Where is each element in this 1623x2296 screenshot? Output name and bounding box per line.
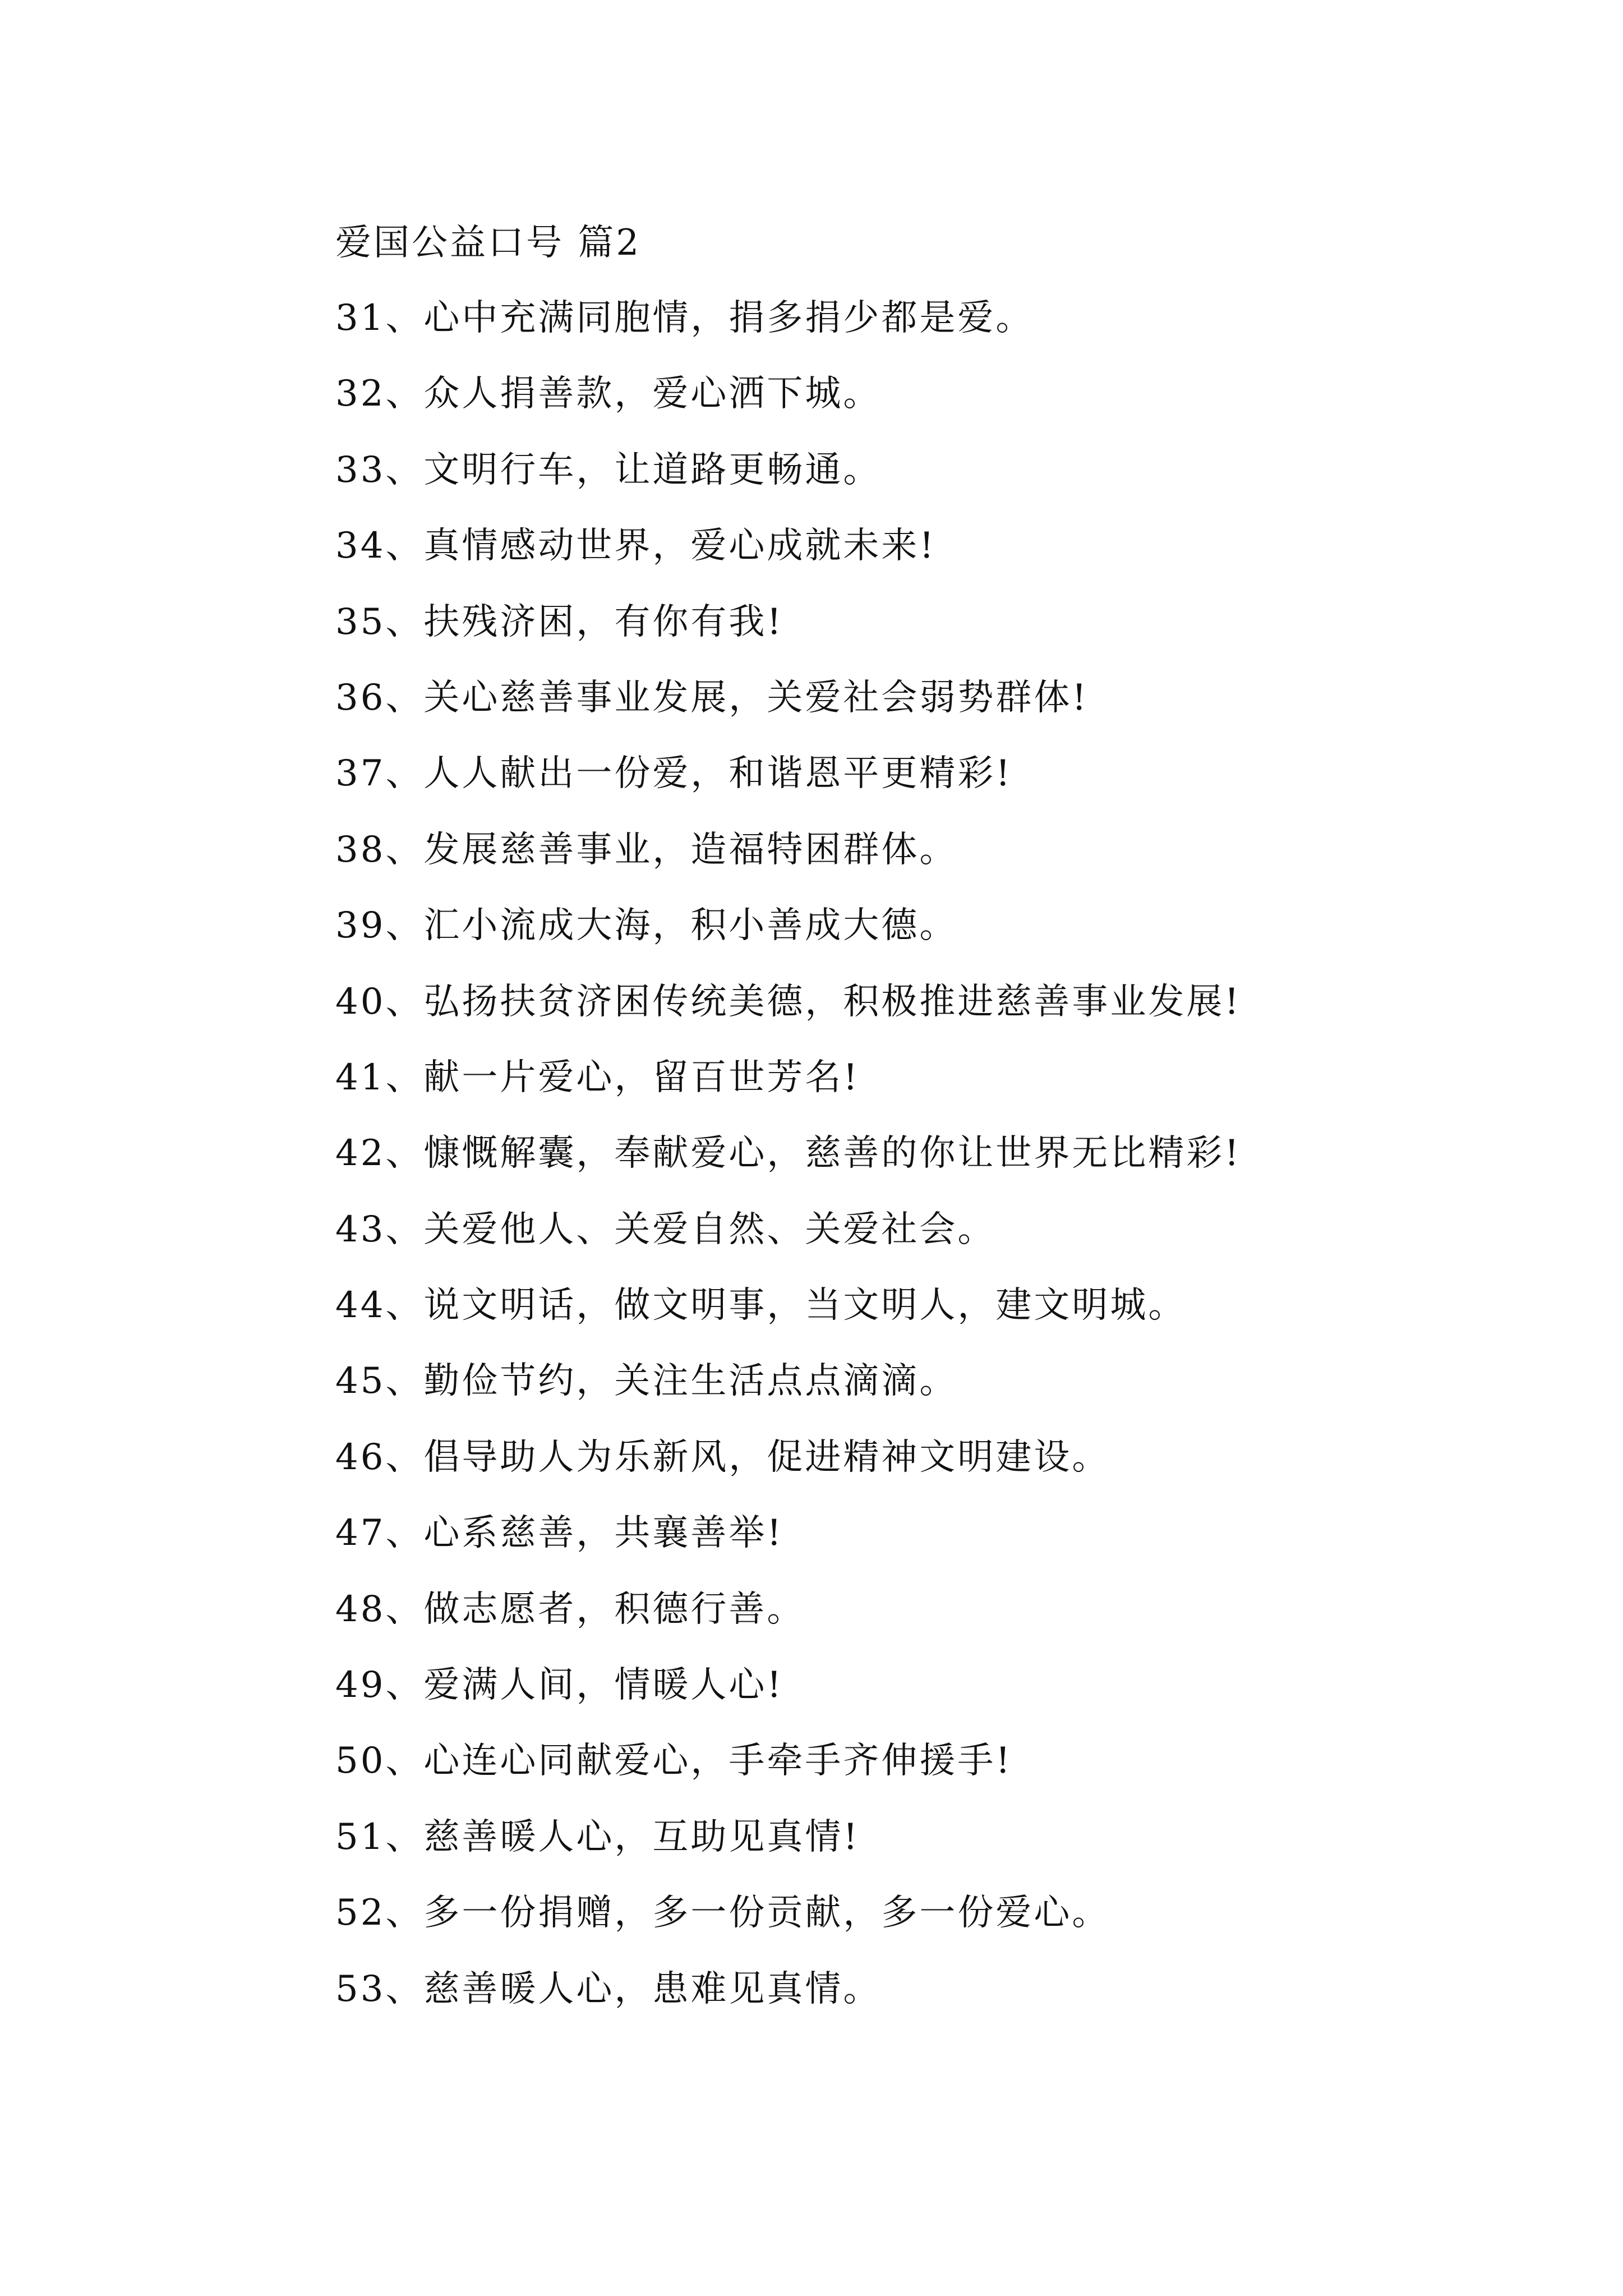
- slogan-item: 47、心系慈善，共襄善举!: [335, 1512, 784, 1554]
- slogan-item: 51、慈善暖人心，互助见真情!: [335, 1816, 860, 1858]
- slogan-item: 34、真情感动世界，爱心成就未来!: [335, 525, 937, 567]
- slogan-item: 42、慷慨解囊，奉献爱心，慈善的你让世界无比精彩!: [335, 1133, 1242, 1175]
- slogan-item: 40、弘扬扶贫济困传统美德，积极推进慈善事业发展!: [335, 981, 1242, 1023]
- slogan-item: 39、汇小流成大海，积小善成大德。: [335, 905, 958, 947]
- slogan-item: 41、献一片爱心，留百世芳名!: [335, 1056, 860, 1098]
- slogan-item: 38、发展慈善事业，造福特困群体。: [335, 829, 958, 871]
- slogan-item: 43、关爱他人、关爱自然、关爱社会。: [335, 1208, 996, 1250]
- slogan-item: 33、文明行车，让道路更畅通。: [335, 449, 882, 491]
- slogan-item: 48、做志愿者，积德行善。: [335, 1588, 805, 1630]
- slogan-item: 31、心中充满同胞情，捐多捐少都是爱。: [335, 297, 1034, 339]
- slogan-item: 49、爱满人间，情暖人心!: [335, 1664, 784, 1706]
- slogan-list: [335, 293, 1513, 2040]
- document-title: 爱国公益口号 篇2: [335, 222, 642, 264]
- slogan-item: 35、扶残济困，有你有我!: [335, 601, 784, 643]
- slogan-item: 52、多一份捐赠，多一份贡献，多一份爱心。: [335, 1892, 1110, 1934]
- slogan-item: 44、说文明话，做文明事，当文明人，建文明城。: [335, 1285, 1187, 1327]
- slogan-item: 46、倡导助人为乐新风，促进精神文明建设。: [335, 1436, 1110, 1478]
- slogan-item: 53、慈善暖人心，患难见真情。: [335, 1968, 882, 2010]
- slogan-item: 32、众人捐善款，爱心洒下城。: [335, 373, 882, 415]
- slogan-item: 45、勤俭节约，关注生活点点滴滴。: [335, 1360, 958, 1402]
- slogan-item: 36、关心慈善事业发展，关爱社会弱势群体!: [335, 677, 1089, 719]
- slogan-item: 50、心连心同献爱心，手牵手齐伸援手!: [335, 1740, 1013, 1782]
- slogan-item: 37、人人献出一份爱，和谐恩平更精彩!: [335, 753, 1013, 795]
